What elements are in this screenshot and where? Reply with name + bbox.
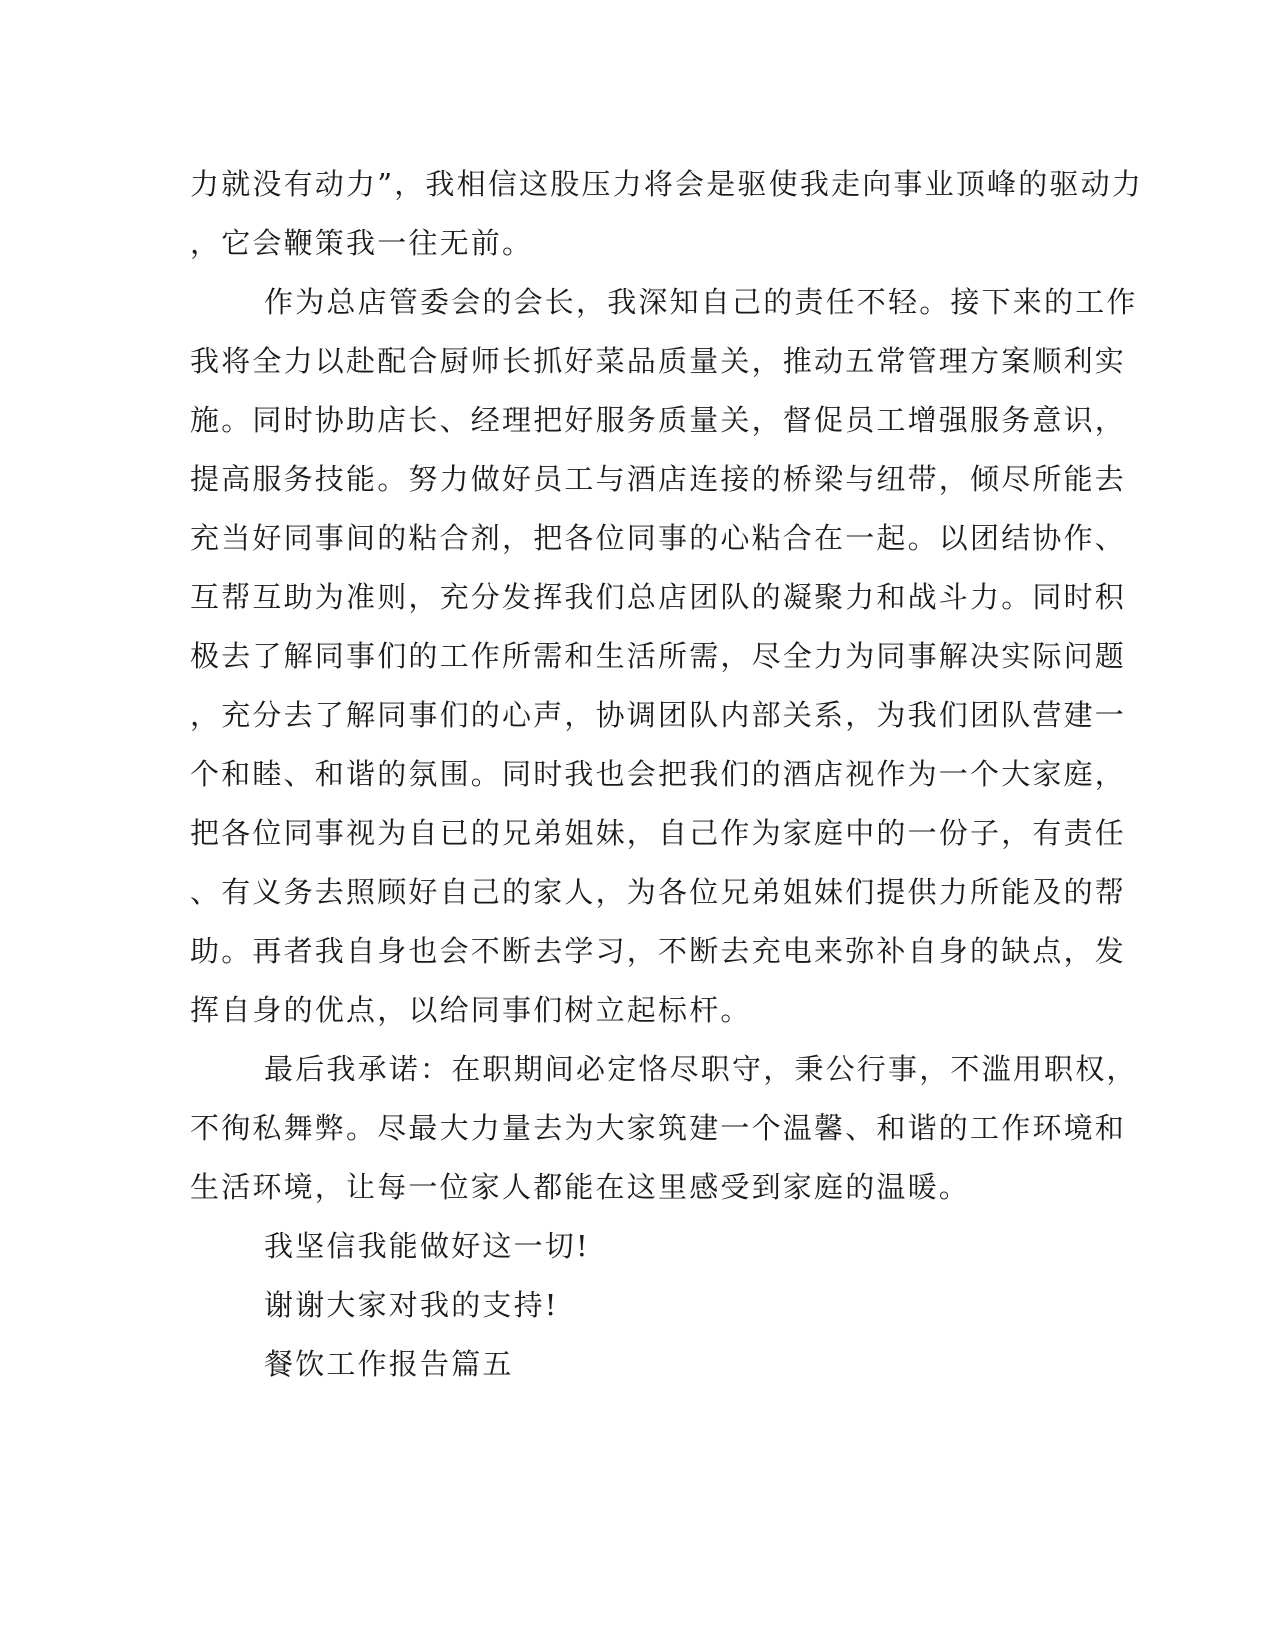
paragraph-line: 、有义务去照顾好自己的家人，为各位兄弟姐妹们提供力所能及的帮 — [190, 875, 1127, 909]
paragraph-line: 挥自身的优点，以给同事们树立起标杆。 — [190, 993, 752, 1027]
paragraph-first-line: 作为总店管委会的会长，我深知自己的责任不轻。接下来的工作 — [264, 285, 1138, 319]
thanks-line: 谢谢大家对我的支持! — [264, 1288, 559, 1322]
paragraph-line: 施。同时协助店长、经理把好服务质量关，督促员工增强服务意识， — [190, 403, 1127, 437]
paragraph-line: 助。再者我自身也会不断去学习，不断去充电来弥补自身的缺点，发 — [190, 934, 1127, 968]
paragraph-line: 力就没有动力”，我相信这股压力将会是驱使我走向事业顶峰的驱动力 — [190, 167, 1144, 201]
paragraph-line: 提高服务技能。努力做好员工与酒店连接的桥梁与纽带，倾尽所能去 — [190, 462, 1127, 496]
paragraph-line: 不徇私舞弊。尽最大力量去为大家筑建一个温馨、和谐的工作环境和 — [190, 1111, 1127, 1145]
paragraph-line: ，它会鞭策我一往无前。 — [190, 226, 534, 260]
section-heading: 餐饮工作报告篇五 — [264, 1347, 514, 1381]
paragraph-line: 互帮互助为准则，充分发挥我们总店团队的凝聚力和战斗力。同时积 — [190, 580, 1127, 614]
paragraph-line: 极去了解同事们的工作所需和生活所需，尽全力为同事解决实际问题 — [190, 639, 1127, 673]
paragraph-line: 把各位同事视为自已的兄弟姐妹，自己作为家庭中的一份子，有责任 — [190, 816, 1127, 850]
paragraph-line: 我将全力以赴配合厨师长抓好菜品质量关，推动五常管理方案顺利实 — [190, 344, 1127, 378]
paragraph-line: ，充分去了解同事们的心声，协调团队内部关系，为我们团队营建一 — [190, 698, 1127, 732]
paragraph-line: 生活环境，让每一位家人都能在这里感受到家庭的温暖。 — [190, 1170, 971, 1204]
closing-statement: 我坚信我能做好这一切! — [264, 1229, 590, 1263]
paragraph-first-line: 最后我承诺：在职期间必定恪尽职守，秉公行事，不滥用职权， — [264, 1052, 1138, 1086]
paragraph-line: 个和睦、和谐的氛围。同时我也会把我们的酒店视作为一个大家庭， — [190, 757, 1127, 791]
paragraph-line: 充当好同事间的粘合剂，把各位同事的心粘合在一起。以团结协作、 — [190, 521, 1127, 555]
